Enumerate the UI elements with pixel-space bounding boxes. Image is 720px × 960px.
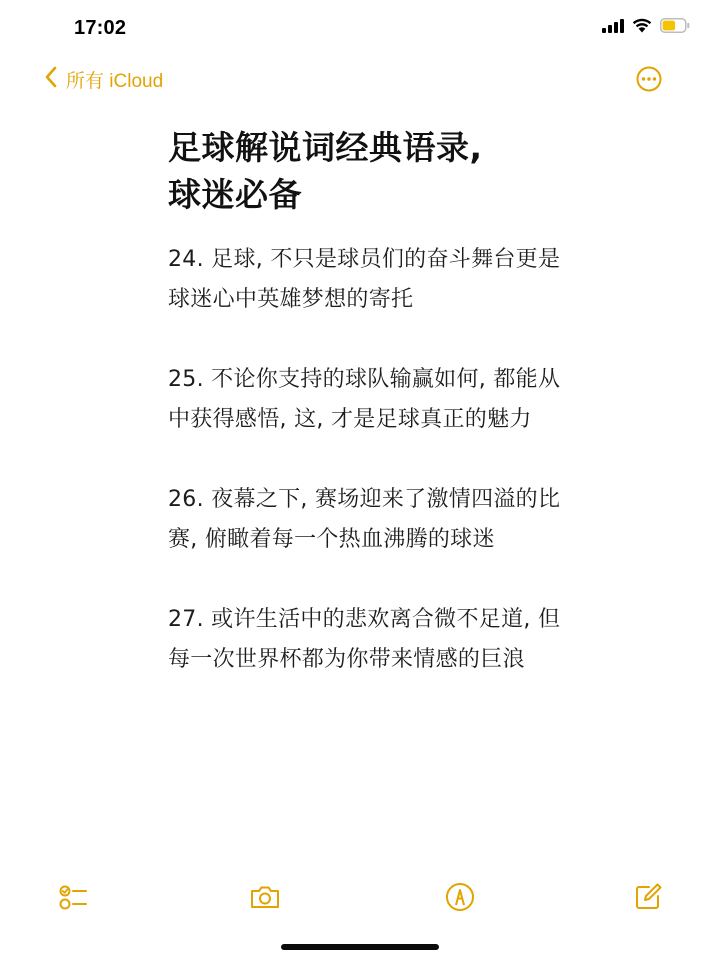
status-icons [602,18,690,37]
checklist-button[interactable] [57,881,89,913]
note-paragraph: 27. 或许生活中的悲欢离合微不足道, 但每一次世界杯都为你带来情感的巨浪 [168,607,561,672]
nav-bar [0,56,720,104]
compose-icon [632,881,664,913]
note-paragraph: 25. 不论你支持的球队输赢如何, 都能从中获得感悟, 这, 才是足球真正的魅力 [168,367,561,432]
status-bar [0,0,720,56]
note-paragraph: 26. 夜幕之下, 赛场迎来了激情四溢的比赛, 俯瞰着每一个热血沸腾的球迷 [168,487,561,552]
ellipsis-circle-icon [636,77,662,96]
cellular-signal-icon [602,18,624,37]
compose-button[interactable] [632,881,664,913]
battery-icon [660,18,690,37]
note-body [168,240,568,680]
back-label: 所有 iCloud [66,70,164,92]
status-time: 17:02 [74,17,127,39]
note-title [168,124,568,218]
camera-icon [249,881,281,913]
home-indicator [281,944,439,950]
note-content[interactable] [168,124,568,720]
checklist-icon [57,881,89,913]
bottom-toolbar [0,876,720,920]
note-paragraph: 24. 足球, 不只是球员们的奋斗舞台更是球迷心中英雄梦想的寄托 [168,247,561,312]
note-title-line: 足球解说词经典语录, [168,128,483,167]
markup-pen-icon [444,881,476,913]
more-button[interactable] [636,66,662,92]
back-button[interactable] [44,64,163,94]
chevron-left-icon [44,66,58,92]
wifi-icon [632,18,652,37]
note-title-line: 球迷必备 [168,175,302,214]
camera-button[interactable] [249,881,281,913]
markup-button[interactable] [444,881,476,913]
